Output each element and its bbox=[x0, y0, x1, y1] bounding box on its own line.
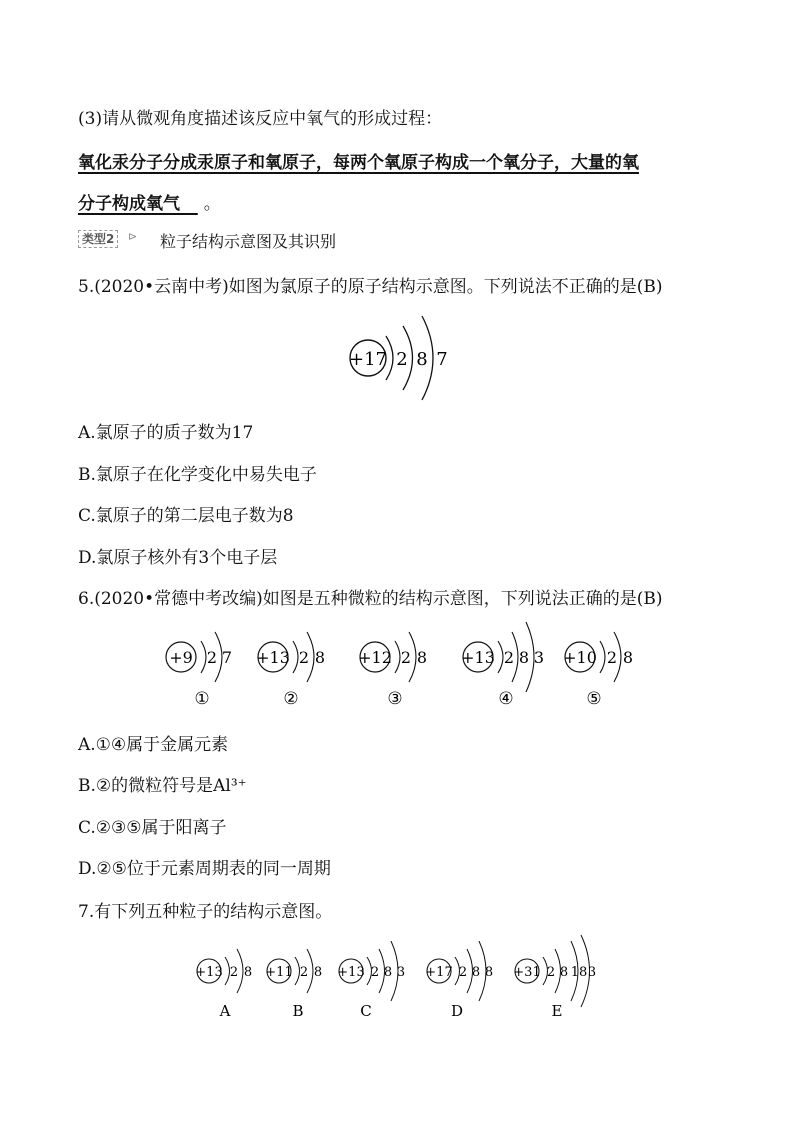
q3-answer-line1: 氧化汞分子分成汞原子和氧原子，每两个氧原子构成一个氧分子，大量的氧 bbox=[78, 153, 639, 173]
svg-text:2: 2 bbox=[298, 648, 310, 667]
q3-answer-end: 。 bbox=[203, 194, 221, 214]
svg-text:3: 3 bbox=[587, 965, 597, 980]
q5-stem: 5.(2020•云南中考)如图为氯原子的原子结构示意图。下列说法不正确的是(B) bbox=[78, 277, 663, 297]
q7-label-a: A bbox=[219, 1002, 231, 1020]
svg-text:+13: +13 bbox=[256, 648, 290, 667]
q5-option-a: A.氯原子的质子数为17 bbox=[78, 423, 254, 443]
svg-text:3: 3 bbox=[533, 648, 545, 667]
svg-text:2: 2 bbox=[606, 648, 618, 667]
q6-d5-label: ⑤ bbox=[586, 689, 602, 709]
q6-d4-label: ④ bbox=[498, 689, 514, 709]
svg-text:+31: +31 bbox=[513, 965, 541, 980]
q5-shell-3-count: 7 bbox=[436, 349, 448, 370]
q5-shell-2-count: 8 bbox=[416, 349, 428, 370]
q5-shell-1 bbox=[386, 336, 393, 380]
q7-diagram-b bbox=[265, 949, 322, 1020]
svg-text:18: 18 bbox=[570, 965, 588, 980]
svg-text:8: 8 bbox=[559, 965, 569, 980]
q3-prompt: (3)请从微观角度描述该反应中氧气的形成过程： bbox=[78, 109, 443, 129]
q6-diagram-5 bbox=[563, 632, 633, 709]
svg-text:+11: +11 bbox=[265, 965, 293, 980]
q5-option-d: D.氯原子核外有3个电子层 bbox=[78, 548, 278, 568]
q6-diagram-1 bbox=[166, 632, 232, 709]
svg-text:8: 8 bbox=[383, 965, 393, 980]
svg-text:2: 2 bbox=[299, 965, 309, 980]
q7-diagram-a bbox=[195, 949, 252, 1020]
q3-answer-line2-wrap bbox=[78, 189, 221, 214]
svg-text:8: 8 bbox=[622, 648, 634, 667]
q5-option-b: B.氯原子在化学变化中易失电子 bbox=[78, 465, 317, 485]
q6-option-c: C.②③⑤属于阳离子 bbox=[78, 818, 227, 838]
svg-text:2: 2 bbox=[458, 965, 468, 980]
q5-shell-1-count: 2 bbox=[396, 349, 408, 370]
type-arrow-icon: ⊳ bbox=[128, 230, 138, 243]
q7-label-e: E bbox=[551, 1002, 563, 1020]
svg-text:+12: +12 bbox=[358, 648, 392, 667]
svg-text:+13: +13 bbox=[195, 965, 223, 980]
svg-text:8: 8 bbox=[518, 648, 530, 667]
q3-answer-blank bbox=[180, 194, 198, 214]
svg-text:+10: +10 bbox=[563, 648, 597, 667]
q7-diagram-d bbox=[425, 941, 493, 1020]
svg-text:8: 8 bbox=[471, 965, 481, 980]
type-title: 粒子结构示意图及其识别 bbox=[160, 232, 337, 251]
q7-label-d: D bbox=[450, 1002, 464, 1020]
svg-text:8: 8 bbox=[314, 648, 326, 667]
svg-text:2: 2 bbox=[503, 648, 515, 667]
svg-text:8: 8 bbox=[243, 965, 253, 980]
q7-diagram-c bbox=[337, 941, 405, 1020]
svg-text:2: 2 bbox=[206, 648, 218, 667]
svg-text:+17: +17 bbox=[425, 965, 453, 980]
q6-d1-nucleus: +9 bbox=[169, 648, 193, 667]
q6-option-b: B.②的微粒符号是Al³⁺ bbox=[78, 776, 247, 796]
type-badge: 类型2 bbox=[78, 230, 118, 248]
q6-d1-label: ① bbox=[194, 689, 210, 709]
q7-stem: 7.有下列五种粒子的结构示意图。 bbox=[78, 902, 333, 922]
q6-diagrams bbox=[150, 618, 650, 713]
svg-text:8: 8 bbox=[416, 648, 428, 667]
svg-text:2: 2 bbox=[229, 965, 239, 980]
q6-diagram-2 bbox=[256, 632, 325, 709]
q7-diagrams bbox=[190, 933, 630, 1028]
svg-text:2: 2 bbox=[370, 965, 380, 980]
q6-d2-label: ② bbox=[283, 689, 299, 709]
svg-text:+13: +13 bbox=[461, 648, 495, 667]
q6-option-d: D.②⑤位于元素周期表的同一周期 bbox=[78, 859, 331, 879]
svg-text:8: 8 bbox=[313, 965, 323, 980]
q7-label-c: C bbox=[360, 1002, 372, 1020]
svg-text:7: 7 bbox=[221, 648, 233, 667]
svg-text:2: 2 bbox=[400, 648, 412, 667]
q6-option-a: A.①④属于金属元素 bbox=[78, 735, 229, 755]
svg-text:+13: +13 bbox=[337, 965, 365, 980]
svg-text:2: 2 bbox=[546, 965, 556, 980]
q6-stem: 6.(2020•常德中考改编)如图是五种微粒的结构示意图，下列说法正确的是(B) bbox=[78, 589, 663, 609]
q5-option-c: C.氯原子的第二层电子数为8 bbox=[78, 506, 294, 526]
q6-diagram-3 bbox=[358, 632, 427, 709]
svg-text:3: 3 bbox=[396, 965, 406, 980]
q6-diagram-4 bbox=[461, 622, 544, 709]
q6-d3-label: ③ bbox=[387, 689, 403, 709]
q5-chlorine-diagram bbox=[330, 312, 470, 402]
q5-nucleus: +17 bbox=[349, 349, 387, 370]
q7-diagram-e bbox=[513, 935, 596, 1020]
svg-text:8: 8 bbox=[484, 965, 494, 980]
q7-label-b: B bbox=[292, 1002, 304, 1020]
q3-answer-line2: 分子构成氧气 bbox=[78, 194, 180, 214]
